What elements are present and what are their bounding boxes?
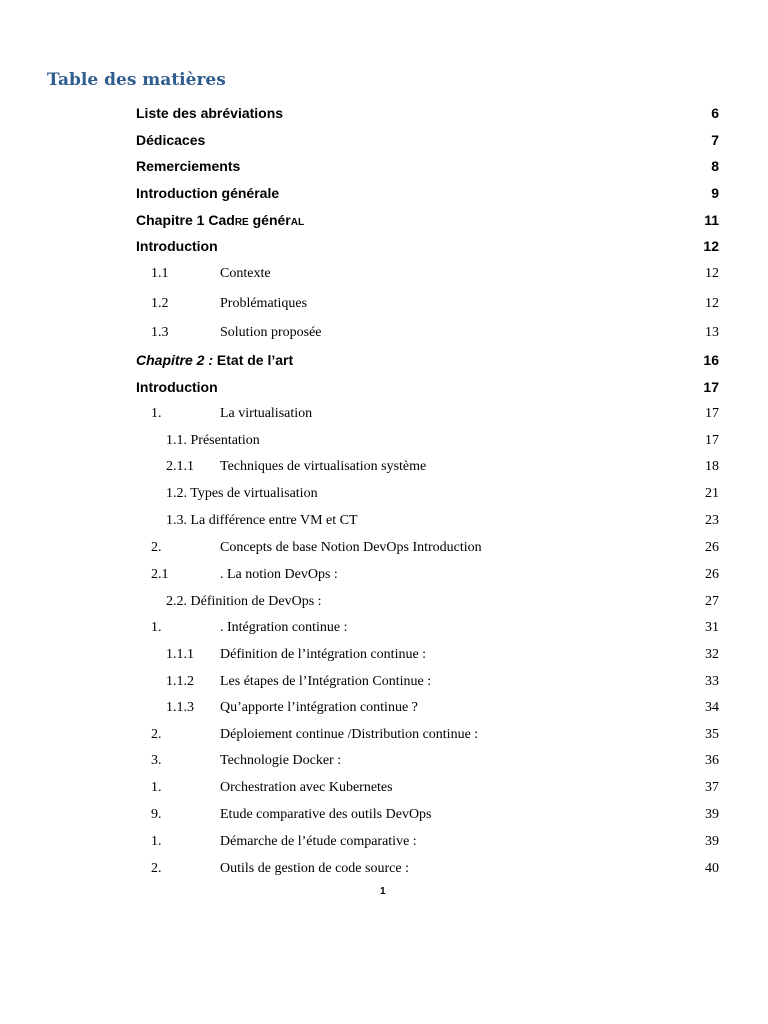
toc-entry[interactable] <box>0 700 768 724</box>
toc-entry-chapter-2[interactable] <box>0 352 768 376</box>
toc-entry-page: 11 <box>704 212 719 228</box>
toc-entry-page: 40 <box>705 861 719 876</box>
toc-entry-number: 1. <box>151 620 162 635</box>
toc-entry[interactable] <box>0 540 768 564</box>
toc-entry[interactable] <box>0 674 768 698</box>
toc-entry-page: 35 <box>705 727 719 742</box>
toc-entry[interactable] <box>0 807 768 831</box>
toc-entry-number: 1. <box>151 780 162 795</box>
toc-entry-page: 26 <box>705 567 719 582</box>
toc-entry-number: 1. <box>151 406 162 421</box>
toc-entry-label: . Intégration continue : <box>220 620 348 635</box>
chapter-2-title: Etat de l’art <box>213 352 294 368</box>
toc-entry-page: 17 <box>703 379 719 395</box>
toc-entry[interactable] <box>0 834 768 858</box>
toc-entry[interactable] <box>0 620 768 644</box>
toc-entry-number: 1.1 <box>151 266 169 281</box>
toc-entry-label: Qu’apporte l’intégration continue ? <box>220 700 418 715</box>
toc-entry-label: Les étapes de l’Intégration Continue : <box>220 674 432 689</box>
toc-entry-number: 9. <box>151 807 162 822</box>
toc-entry-label: 1.2. Types de virtualisation <box>166 486 318 501</box>
toc-entry-number: 3. <box>151 753 162 768</box>
toc-entry-label: Orchestration avec Kubernetes <box>220 780 393 795</box>
chapter-1-label-part: Chapitre 1 Cad <box>136 212 235 228</box>
toc-entry-page: 12 <box>705 266 719 281</box>
toc-entry-label: Etude comparative des outils DevOps <box>220 807 432 822</box>
toc-entry-page: 33 <box>705 674 719 689</box>
toc-entry[interactable] <box>0 406 768 430</box>
toc-entry[interactable] <box>0 185 768 209</box>
toc-entry-page: 12 <box>703 238 719 254</box>
toc-entry-page: 18 <box>705 459 719 474</box>
toc-entry[interactable] <box>0 266 768 290</box>
toc-entry[interactable] <box>0 567 768 591</box>
toc-entry-label: Liste des abréviations <box>136 105 284 121</box>
toc-entry[interactable] <box>0 780 768 804</box>
toc-entry[interactable] <box>0 379 768 403</box>
toc-entry[interactable] <box>0 647 768 671</box>
toc-entry-label: 1.1. Présentation <box>166 433 260 448</box>
toc-entry-number: 2.1.1 <box>166 459 194 474</box>
chapter-1-label-part: génér <box>248 212 291 228</box>
toc-entry-label: Outils de gestion de code source : <box>220 861 409 876</box>
toc-entry-label: Définition de l’intégration continue : <box>220 647 427 662</box>
toc-entry-page: 37 <box>705 780 719 795</box>
toc-entry-page: 6 <box>711 105 719 121</box>
toc-entry-page: 13 <box>705 325 719 340</box>
toc-entry-label: Introduction <box>136 238 218 254</box>
toc-entry-page: 32 <box>705 647 719 662</box>
toc-entry-page: 39 <box>705 807 719 822</box>
toc-entry-label: Concepts de base Notion DevOps Introduction <box>220 540 482 555</box>
toc-entry-page: 17 <box>705 433 719 448</box>
toc-entry-label: Démarche de l’étude comparative : <box>220 834 417 849</box>
toc-entry-label: Contexte <box>220 266 271 281</box>
toc-entry-page: 34 <box>705 700 719 715</box>
toc-entry[interactable] <box>0 513 768 537</box>
toc-entry-label: Problématiques <box>220 296 308 311</box>
toc-entry-page: 36 <box>705 753 719 768</box>
toc-entry-label: La virtualisation <box>220 406 313 421</box>
toc-entry-number: 1. <box>151 834 162 849</box>
toc-entry-page: 8 <box>711 158 719 174</box>
toc-entry[interactable] <box>0 238 768 262</box>
toc-entry-label: Introduction <box>136 379 218 395</box>
toc-entry-number: 2. <box>151 540 162 555</box>
toc-entry-number: 2. <box>151 727 162 742</box>
toc-entry-number: 1.1.3 <box>166 700 194 715</box>
toc-entry-page: 12 <box>705 296 719 311</box>
chapter-2-prefix: Chapitre 2 : <box>136 352 214 368</box>
toc-entry-label: Remerciements <box>136 158 241 174</box>
toc-entry[interactable] <box>0 158 768 182</box>
toc-entry[interactable] <box>0 325 768 349</box>
toc-entry-label <box>136 212 304 228</box>
toc-entry-label: . La notion DevOps : <box>220 567 338 582</box>
toc-entry-label: Déploiement continue /Distribution continue : <box>220 727 479 742</box>
toc-entry-number: 1.3 <box>151 325 169 340</box>
toc-entry-number: 1.2 <box>151 296 169 311</box>
chapter-1-label-part: re <box>234 212 249 228</box>
toc-entry[interactable] <box>0 861 768 885</box>
toc-entry-page: 39 <box>705 834 719 849</box>
toc-entry[interactable] <box>0 433 768 457</box>
toc-entry-label: Technologie Docker : <box>220 753 342 768</box>
toc-entry[interactable] <box>0 753 768 777</box>
toc-entry[interactable] <box>0 594 768 618</box>
toc-entry-label <box>136 352 293 368</box>
toc-entry-number: 2.1 <box>151 567 169 582</box>
toc-entry[interactable] <box>0 727 768 751</box>
toc-entry[interactable] <box>0 459 768 483</box>
toc-entry-label: Techniques de virtualisation système <box>220 459 427 474</box>
toc-entry[interactable] <box>0 132 768 156</box>
toc-entry-page: 27 <box>705 594 719 609</box>
toc-entry-page: 16 <box>703 352 719 368</box>
toc-title: Table des matières <box>47 70 226 90</box>
toc-entry-chapter-1[interactable] <box>0 212 768 236</box>
toc-entry-label: Introduction générale <box>136 185 280 201</box>
chapter-1-label-part: al <box>290 212 305 228</box>
toc-entry[interactable] <box>0 486 768 510</box>
toc-entry[interactable] <box>0 296 768 320</box>
toc-entry-label: 2.2. Définition de DevOps : <box>166 594 322 609</box>
toc-entry-label: Dédicaces <box>136 132 206 148</box>
toc-entry-page: 23 <box>705 513 719 528</box>
toc-entry-page: 21 <box>705 486 719 501</box>
toc-entry-label: Solution proposée <box>220 325 322 340</box>
toc-entry-number: 1.1.2 <box>166 674 194 689</box>
toc-entry-page: 26 <box>705 540 719 555</box>
toc-entry-page: 17 <box>705 406 719 421</box>
toc-entry-page: 7 <box>711 132 719 148</box>
page-number: 1 <box>380 886 386 897</box>
toc-entry-number: 1.1.1 <box>166 647 194 662</box>
toc-entry-label: 1.3. La différence entre VM et CT <box>166 513 358 528</box>
toc-entry-number: 2. <box>151 861 162 876</box>
toc-entry[interactable] <box>0 105 768 129</box>
toc-entry-page: 31 <box>705 620 719 635</box>
toc-entry-page: 9 <box>711 185 719 201</box>
